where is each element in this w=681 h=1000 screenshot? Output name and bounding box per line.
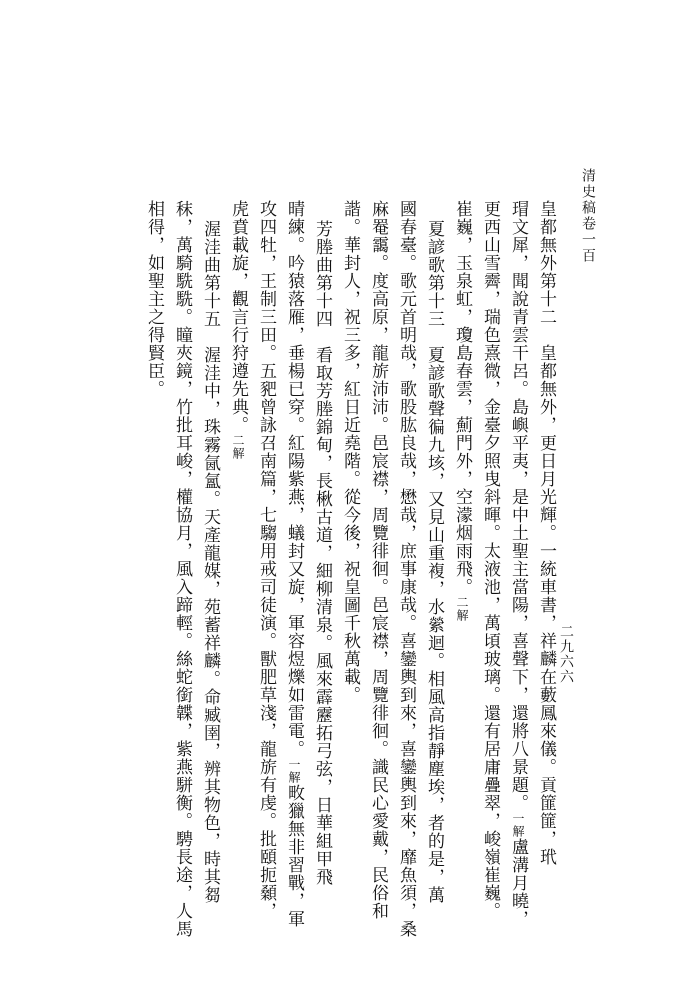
text-column: 麻罨靄。度高原，龍旂沛沛。邑宸襟，周覽徘徊。邑宸襟，周覽徘徊。識民心愛戴，民俗和: [368, 200, 388, 920]
text-column: 夏諺歌第十三 夏諺歌聲徧九垓，又見山重複，水縈迴。相風高指靜塵埃，者的是，萬: [424, 220, 444, 904]
text-column: 崔巍，玉泉虹，瓊島春雲，薊門外，空濛烟雨飛。二解: [452, 200, 472, 622]
text-column: 國春臺。歌元首明哉，歌股肱良哉，懋哉，庶事康哉。喜鑾輿到來，喜鑾輿到來，靡魚須，桑: [396, 200, 416, 938]
text-column: 虎賁載旋，觀言行狩遵先典。二解: [228, 200, 248, 460]
text-column: 渥洼曲第十五 渥洼中，珠霧氤氳。天產龍媒，苑蓄祥麟。命臧圉，辨其物色，時其芻: [200, 220, 220, 904]
running-header-title: 清史稿卷一百: [580, 168, 596, 264]
page-number: 二九六六: [558, 624, 574, 684]
text-column: 攻四牡，王制三田。五豝曾詠召南篇，七騶用戒司徒演。獸肥草淺，龍旂有虔。批頤扼顙，: [256, 200, 276, 920]
text-column: 皇都無外第十二 皇都無外，更日月光輝。一統車書，祥麟在藪鳳來儀。貢篚篚，玳: [536, 200, 556, 866]
text-column: 更西山雪霽，瑞色熹微，金臺夕照曳斜暉。太液池，萬頃玻璃。還有居庸疊翠，峻嶺崔巍。: [480, 200, 500, 920]
text-column: 秣，萬騎駪駪。瞳夾鏡，竹批耳峻，權協月，風入蹄輕。絲蛇銜韘，紫燕駢衡。騁長途，人馬: [172, 200, 192, 938]
text-body: [60, 200, 560, 940]
text-column: 瑁文犀，聞說青雲干呂。島嶼平夷，是中土聖主當陽，喜聲下，還將八景題。一解盧溝月曉，: [508, 200, 528, 928]
text-column: 諧。華封人，祝三多，紅日近堯階。從今後，祝皇圖千秋萬載。: [340, 200, 360, 704]
text-column: 相得，如聖主之得賢臣。: [144, 200, 164, 398]
text-column: 晴練。吟猿落雁，垂楊已穿。紅陽紫燕，蟻封又旋，軍容煜爍如雷電。一解畋獵無非習戰，軍: [284, 200, 304, 928]
text-column: 芳塍曲第十四 看取芳塍錦甸，長楸古道，細柳清泉。風來霹靂拓弓弦，日華組甲飛: [312, 220, 332, 886]
